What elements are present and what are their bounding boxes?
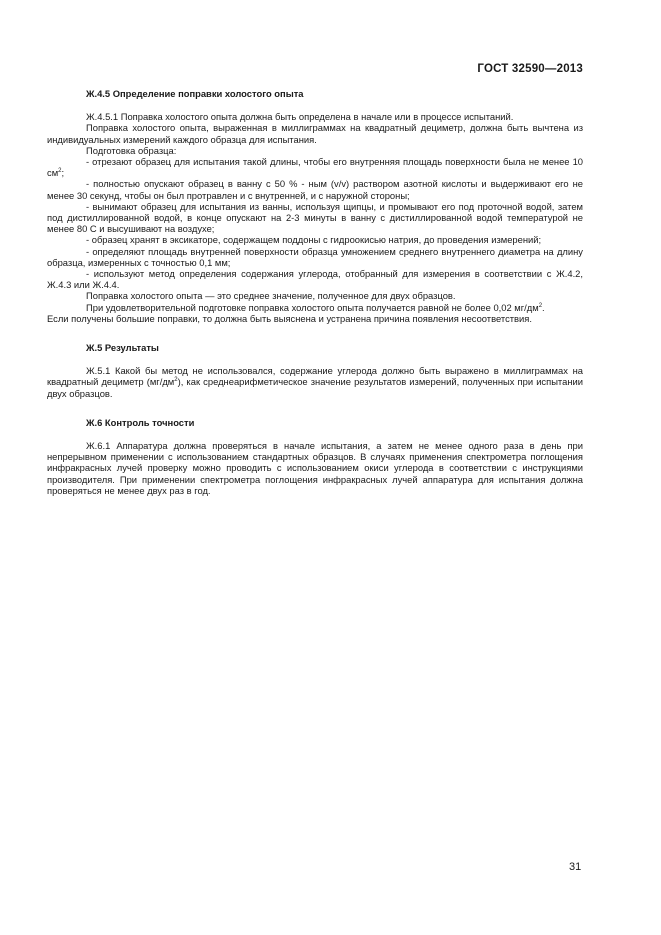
- section-heading-j45: Ж.4.5 Определение поправки холостого опыта: [86, 88, 304, 99]
- paragraph: - полностью опускают образец в ванну с 50 % - ным (v/v) раствором азотной кислоты и выдерживают его не менее 30 секунд, чтобы он был протравлен и с внутренней, и с наружной стороны;: [47, 178, 583, 201]
- paragraph: - вынимают образец для испытания из ванны, используя щипцы, и промывают его под проточной водой, затем под дистиллированной водой, в конце опускают на 2-3 минуты в ванну с дистиллированной водой температурой не менее 80 С и высушивают на воздухе;: [47, 200, 583, 235]
- standard-designation: ГОСТ 32590—2013: [477, 63, 583, 75]
- paragraph: - определяют площадь внутренней поверхности образца умножением среднего внутреннего диаметра на длину образца, измеренных с точностью 0,1 мм;: [47, 245, 583, 268]
- document-body: [47, 88, 583, 496]
- paragraph: Поправка холостого опыта — это среднее значение, полученное для двух образцов.: [86, 290, 456, 302]
- section-heading-j6: Ж.6 Контроль точности: [86, 416, 195, 428]
- paragraph: [47, 365, 583, 399]
- paragraph: [47, 302, 583, 313]
- paragraph-text: Ж.5.1 Какой бы метод не использовался, содержание углерода должно быть выражено в миллиграммах на квадратный дециметр (мг/дм: [47, 365, 583, 388]
- section-heading-j5: Ж.5 Результаты: [86, 342, 159, 354]
- paragraph: - используют метод определения содержания углерода, отобранный для измерения в соответствии с Ж.4.2, Ж.4.3 или Ж.4.4.: [47, 268, 583, 291]
- paragraph: Поправка холостого опыта, выраженная в миллиграммах на квадратный дециметр, должна быть вычтена из индивидуальных измерений каждого образца для испытания.: [47, 122, 583, 145]
- paragraph: Ж.4.5.1 Поправка холостого опыта должна быть определена в начале или в процессе испытаний.: [86, 111, 514, 123]
- paragraph: Если получены большие поправки, то должна быть выяснена и устранена причина появления несоответствия.: [47, 312, 532, 324]
- paragraph: [47, 156, 583, 178]
- superscript: 2: [174, 377, 178, 384]
- paragraph-text: При удовлетворительной подготовке поправка холостого опыта получается равной не более 0,02 мг/дм: [86, 301, 539, 313]
- superscript: 2: [58, 168, 62, 175]
- superscript: 2: [538, 302, 543, 309]
- paragraph: - образец хранят в эксикаторе, содержащем поддоны с гидроокисью натрия, до проведения измерений;: [86, 234, 542, 246]
- paragraph-text: ;: [61, 167, 65, 179]
- page-number: 31: [569, 861, 582, 873]
- paragraph-text: ), как среднеарифметическое значение результатов измерений, полученных при испытании двух образцов.: [47, 376, 583, 399]
- paragraph-text: - отрезают образец для испытания такой длины, чтобы его внутренняя площадь поверхности была не менее 10 см: [47, 156, 583, 179]
- paragraph: Подготовка образца:: [86, 144, 177, 156]
- paragraph: Ж.6.1 Аппаратура должна проверяться в начале испытания, а затем не менее одного раза в день при непрерывном применении с использованием стандартных образцов. В случаях применения спектрометра поглощения инфракрасных лучей проверку можно проводить с использованием окиси углерода в соответствии с инструкциями производителя. При применении спектрометра поглощения инфракрасных лучей аппаратура для испытания должна проверяться не менее двух раз в год.: [47, 440, 583, 496]
- paragraph-text: .: [542, 301, 545, 313]
